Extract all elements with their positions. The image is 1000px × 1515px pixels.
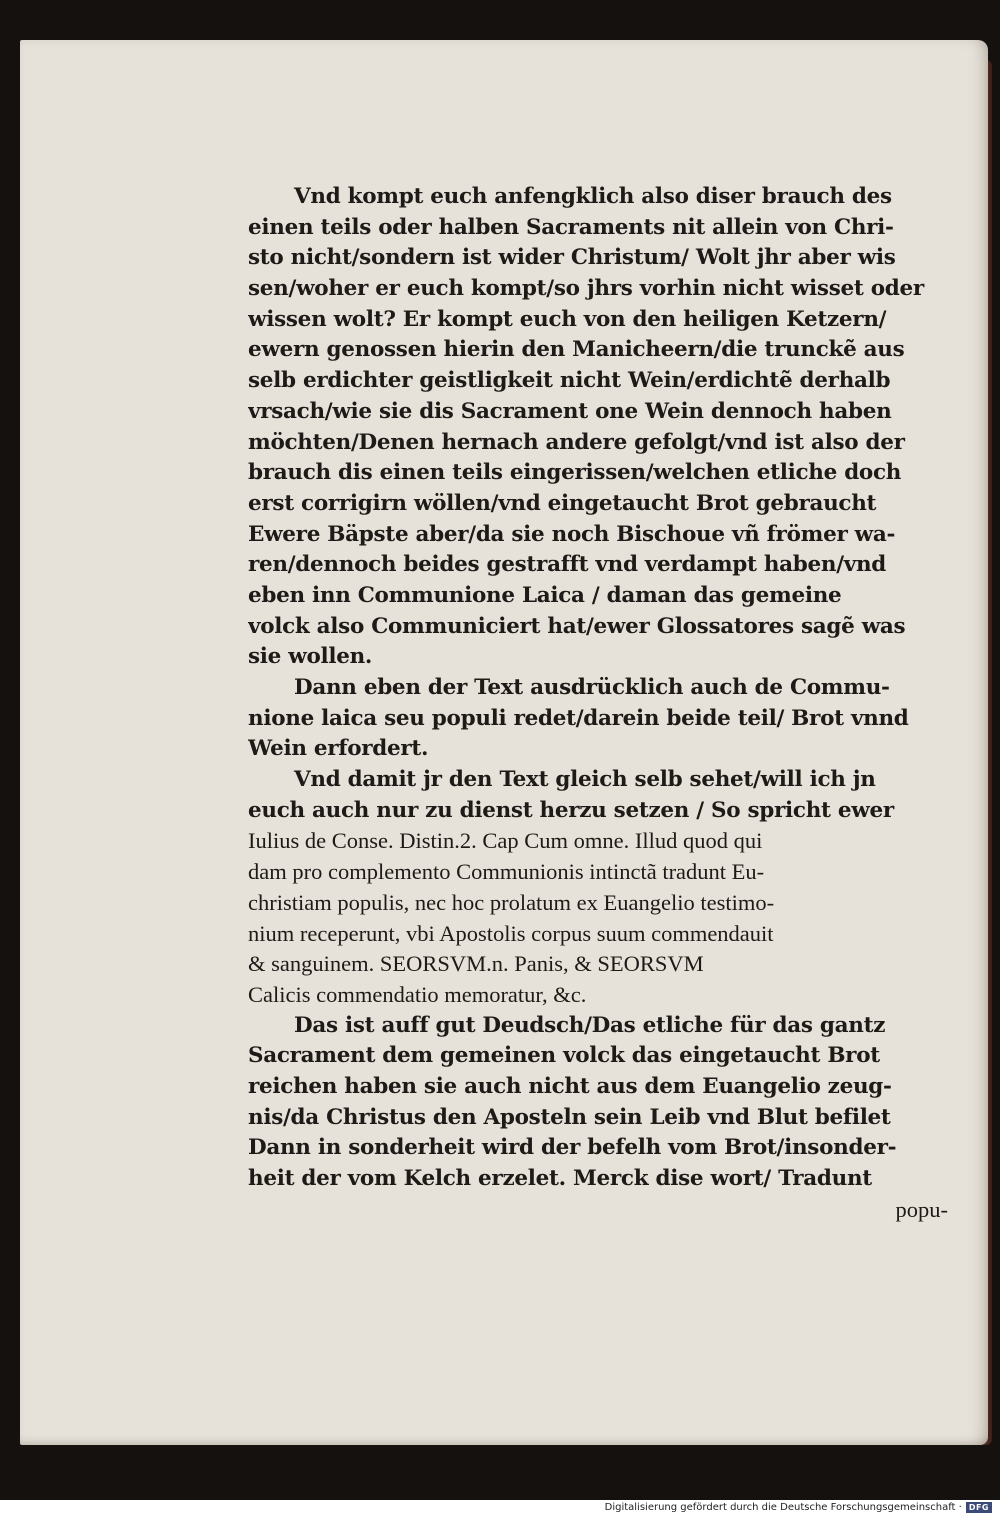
text-line: Dann in sonderheit wird der befelh vom Brot/insonder- xyxy=(248,1135,897,1161)
text-line: einen teils oder halben Sacraments nit allein von Chri- xyxy=(248,214,894,240)
text-line: euch auch nur zu dienst herzu setzen / So spricht ewer xyxy=(248,797,894,823)
footer-bar xyxy=(0,1500,1000,1515)
funding-notice: Digitalisierung gefördert durch die Deutsche Forschungsgemeinschaft · xyxy=(604,1502,962,1513)
text-line: Ewere Bäpste aber/da sie noch Bischoue vñ frömer wa- xyxy=(248,521,896,547)
text-line: sie wollen. xyxy=(248,644,373,670)
latin-text-line: christiam populis, nec hoc prolatum ex Euangelio testimo- xyxy=(248,889,775,915)
text-line: sen/woher er euch kompt/so jhrs vorhin nicht wisset oder xyxy=(248,276,924,302)
text-line: möchten/Denen hernach andere gefolgt/vnd ist also der xyxy=(248,429,905,455)
text-line: Das ist auff gut Deudsch/Das etliche für das gantz xyxy=(294,1012,886,1038)
text-line: Wein erfordert. xyxy=(248,736,429,762)
text-line: selb erdichter geistligkeit nicht Wein/erdichtẽ derhalb xyxy=(248,368,891,394)
text-line: erst corrigirn wöllen/vnd eingetaucht Brot gebraucht xyxy=(248,490,877,516)
text-line: Vnd kompt euch anfengklich also diser brauch des xyxy=(294,184,892,209)
catchword: popu- xyxy=(895,1196,948,1222)
dfg-logo: DFG xyxy=(966,1502,992,1513)
latin-text-line: Iulius de Conse. Distin.2. Cap Cum omne. Illud quod qui xyxy=(248,828,763,854)
text-line: ewern genossen hierin den Manicheern/die trunckẽ aus xyxy=(248,337,905,363)
text-line: ren/dennoch beides gestrafft vnd verdampt haben/vnd xyxy=(248,552,887,578)
text-line: heit der vom Kelch erzelet. Merck dise wort/ Tradunt xyxy=(248,1166,872,1191)
latin-text-line: dam pro complemento Communionis intinctã tradunt Eu- xyxy=(248,859,765,885)
text-line: Dann eben der Text ausdrücklich auch de Commu- xyxy=(294,675,890,700)
text-line: vrsach/wie sie dis Sacrament one Wein dennoch haben xyxy=(248,398,892,424)
text-line: volck also Communiciert hat/ewer Glossatores sagẽ was xyxy=(248,613,906,639)
latin-text-line: nium receperunt, vbi Apostolis corpus suum commendauit xyxy=(248,920,774,946)
text-line: sto nicht/sondern ist wider Christum/ Wolt jhr aber wis xyxy=(248,245,896,271)
text-line: brauch dis einen teils eingerissen/welchen etliche doch xyxy=(248,460,902,486)
text-line: wissen wolt? Er kompt euch von den heiligen Ketzern/ xyxy=(248,306,887,332)
text-line: eben inn Communione Laica / daman das gemeine xyxy=(248,582,842,608)
latin-text-line: Calicis commendatio memoratur, &c. xyxy=(248,981,587,1007)
text-line: Sacrament dem gemeinen volck das eingetaucht Brot xyxy=(248,1043,880,1069)
latin-text-line: & sanguinem. SEORSVM.n. Panis, & SEORSVM xyxy=(248,951,704,977)
text-line: reichen haben sie auch nicht aus dem Euangelio zeug- xyxy=(248,1073,892,1099)
text-line: nis/da Christus den Aposteln sein Leib vnd Blut befilet xyxy=(248,1104,891,1130)
page-text xyxy=(248,182,948,1225)
text-line: nione laica seu populi redet/darein beide teil/ Brot vnnd xyxy=(248,705,909,731)
text-line: Vnd damit jr den Text gleich selb sehet/will ich jn xyxy=(294,767,876,793)
